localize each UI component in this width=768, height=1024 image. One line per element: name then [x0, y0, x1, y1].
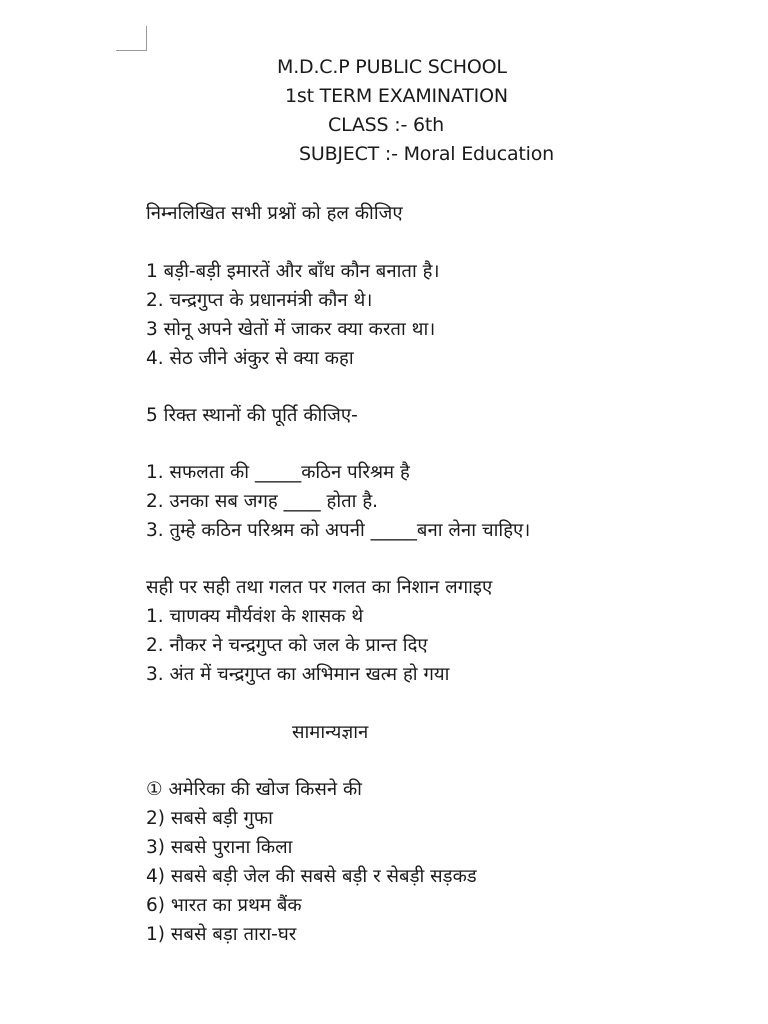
- gk-heading: सामान्यज्ञान: [292, 722, 369, 743]
- true-false-item: 1. चाणक्य मौर्यवंश के शासक थे: [146, 606, 364, 627]
- question-item: 2. चन्द्रगुप्त के प्रधानमंत्री कौन थे।: [146, 290, 373, 311]
- true-false-heading: सही पर सही तथा गलत पर गलत का निशान लगाइए: [146, 577, 493, 598]
- gk-item: 3) सबसे पुराना किला: [146, 837, 293, 858]
- gk-item: 1) सबसे बड़ा तारा-घर: [146, 924, 297, 945]
- gk-item: 4) सबसे बड़ी जेल की सबसे बड़ी र सेबड़ी सड़कड: [146, 866, 477, 887]
- question-item: 3 सोनू अपने खेतों में जाकर क्या करता था।: [146, 319, 436, 340]
- school-name: M.D.C.P PUBLIC SCHOOL: [277, 56, 507, 78]
- subject-line: SUBJECT :- Moral Education: [299, 143, 555, 165]
- true-false-item: 3. अंत में चन्द्रगुप्त का अभिमान खत्म हो गया: [146, 664, 450, 685]
- question-item: 1 बड़ी-बड़ी इमारतें और बाँध कौन बनाता है।: [146, 261, 440, 282]
- instruction: निम्नलिखित सभी प्रश्नों को हल कीजिए: [146, 203, 403, 224]
- exam-title: 1st TERM EXAMINATION: [285, 85, 508, 107]
- true-false-item: 2. नौकर ने चन्द्रगुप्त को जल के प्रान्त दिए: [146, 635, 428, 656]
- fill-blank-item: 2. उनका सब जगह ____ होता है.: [146, 491, 379, 512]
- gk-item: ① अमेरिका की खोज किसने की: [146, 779, 362, 800]
- gk-item: 6) भारत का प्रथम बैंक: [146, 895, 302, 916]
- fill-blank-item: 1. सफलता की _____कठिन परिश्रम है: [146, 462, 410, 483]
- question-item: 4. सेठ जीने अंकुर से क्या कहा: [146, 348, 354, 369]
- page-corner-mark: [116, 26, 147, 51]
- class-line: CLASS :- 6th: [328, 114, 444, 136]
- fill-blank-item: 3. तुम्हे कठिन परिश्रम को अपनी _____बना लेना चाहिए।: [146, 520, 531, 541]
- fill-blanks-heading: 5 रिक्त स्थानों की पूर्ति कीजिए-: [146, 405, 358, 426]
- gk-item: 2) सबसे बड़ी गुफा: [146, 808, 273, 829]
